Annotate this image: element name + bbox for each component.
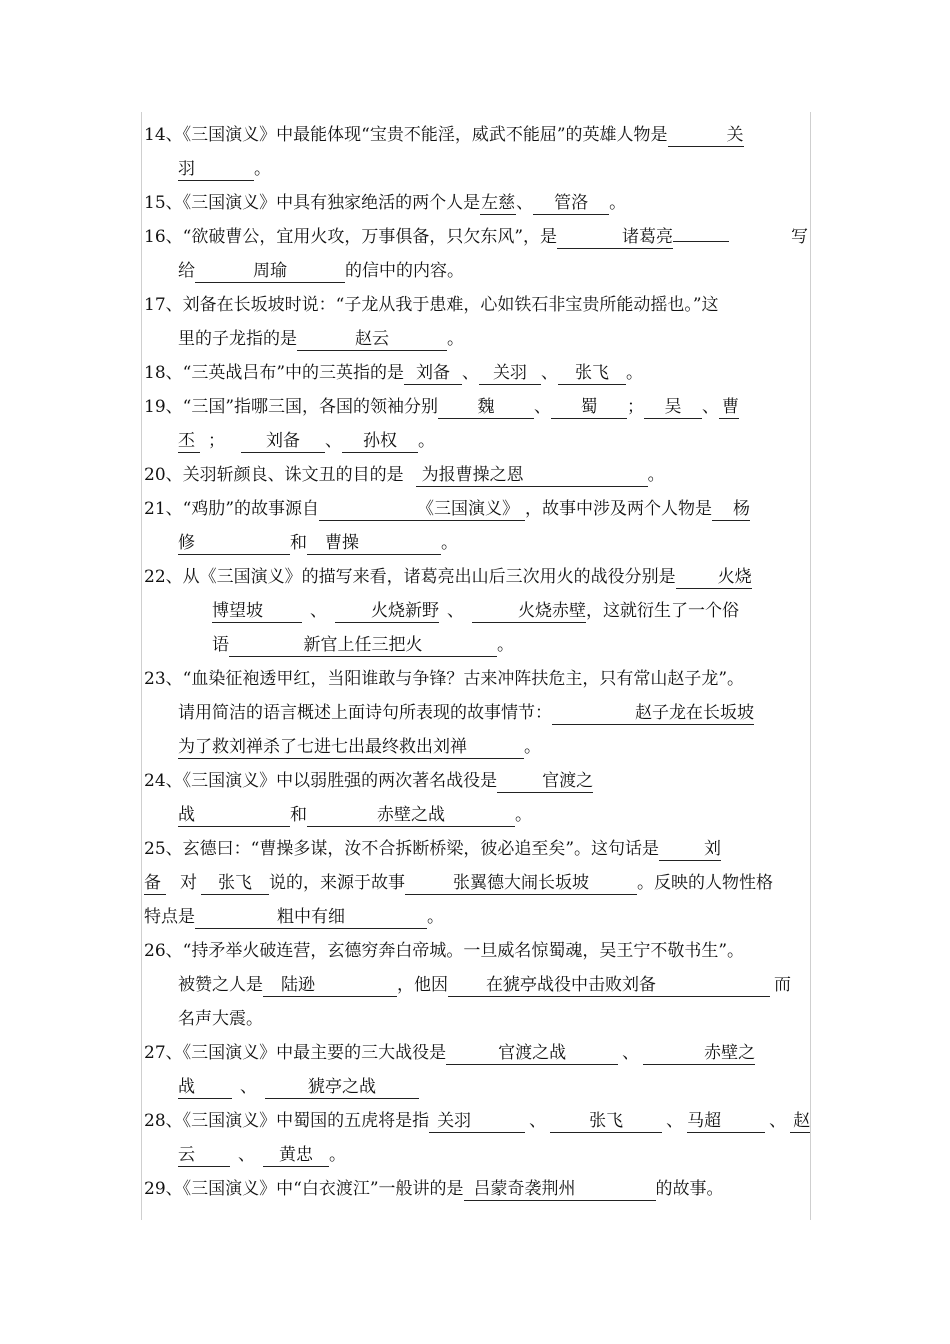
question-18 [144,356,808,390]
question-text: “血染征袍透甲红，当阳谁敢与争锋？古来冲阵扶危主，只有常山赵子龙”。 [182,669,745,689]
punctuation: 。 [427,907,444,927]
question-text: 关羽斩颜良、诛文丑的目的是 [182,465,404,485]
answer-blank[interactable]: 魏 [438,396,534,419]
punctuation: 。 [497,635,514,655]
separator: 、 [325,431,342,451]
question-text: 名声大震。 [178,1009,263,1029]
punctuation: 。 [329,1145,346,1165]
answer-blank[interactable]: 云 [178,1144,230,1167]
question-text: “持矛举火破连营，玄德穷奔白帝城。一旦威名惊蜀魂，吴王宁不敬书生”。 [182,941,745,961]
question-text: ，他因 [397,975,448,995]
question-number: 18、 [144,363,183,383]
question-number: 26、 [144,941,183,961]
answer-blank[interactable]: 猇亭之战 [265,1076,419,1099]
question-text: ，这就衍生了一个俗 [586,601,739,621]
question-text: 请用简洁的语言概述上面诗句所表现的故事情节： [178,703,552,723]
question-text: 《三国演义》中具有独家绝活的两个人是 [182,193,481,213]
separator: 、 [240,1077,257,1097]
answer-blank[interactable]: 战 [178,804,290,827]
answer-blank[interactable]: 战 [178,1076,232,1099]
punctuation: 。 [524,737,541,757]
answer-blank[interactable]: 刘 [659,838,721,861]
question-text: 写 [791,227,808,247]
separator: ； [208,431,225,451]
punctuation: 。 [647,465,665,485]
question-text: 和 [290,805,307,825]
separator: 、 [534,397,552,417]
question-24 [144,764,808,832]
answer-blank[interactable]: 管洛 [533,192,609,215]
question-number: 17、 [144,295,183,315]
question-text: 《三国演义》中以弱胜强的两次著名战役是 [182,771,498,791]
answer-blank[interactable]: 赤壁之 [643,1042,755,1065]
answer-blank[interactable]: 吕蒙奇袭荆州 [464,1178,656,1201]
answer-blank[interactable]: 刘备 [241,430,325,453]
answer-blank[interactable]: 关羽 [479,362,541,385]
answer-blank[interactable]: 孙权 [342,430,418,453]
answer-blank[interactable]: 蜀 [551,396,627,419]
answer-blank[interactable]: 修 [178,532,290,555]
answer-blank[interactable]: 左慈 [481,193,516,213]
separator: 、 [516,193,534,213]
question-15 [144,186,808,220]
answer-blank[interactable]: 张飞 [201,872,269,895]
question-number: 16、 [144,227,183,247]
question-number: 24、 [144,771,183,791]
answer-blank[interactable]: 为了救刘禅杀了七进七出最终救出刘禅 [178,736,524,759]
punctuation: 。 [626,363,644,383]
answer-blank[interactable]: 火烧新野 [335,600,439,623]
question-text: 《三国演义》中“白衣渡江”一般讲的是 [182,1179,464,1199]
question-text: 《三国演义》中蜀国的五虎将是指 [182,1111,430,1131]
question-19 [144,390,808,458]
question-text: 特点是 [144,907,195,927]
answer-blank[interactable]: 关羽 [429,1110,525,1133]
answer-blank[interactable]: 周瑜 [195,260,345,283]
question-27 [144,1036,808,1104]
punctuation: 。 [418,431,435,451]
question-text: 被赞之人是 [178,975,263,995]
punctuation: 。 [254,159,271,179]
question-text: 的信中的内容。 [345,261,464,281]
question-text: 从《三国演义》的描写来看，诸葛亮出山后三次用火的战役分别是 [182,567,676,587]
question-22 [144,560,808,662]
question-14 [144,118,808,186]
answer-blank[interactable]: 火烧 [676,566,752,589]
answer-blank[interactable]: 赵云 [297,328,447,351]
question-number: 22、 [144,567,183,587]
question-number: 28、 [144,1111,183,1131]
question-text: ，故事中涉及两个人物是 [525,499,713,519]
answer-blank[interactable]: 《三国演义》 [319,498,525,521]
answer-blank[interactable]: 博望坡 [212,600,302,623]
answer-blank[interactable]: 马超 [687,1110,765,1133]
answer-blank[interactable]: 陆逊 [263,974,397,997]
answer-blank[interactable]: 羽 [178,158,254,181]
answer-blank[interactable]: 张飞 [550,1110,662,1133]
question-text: 的故事。 [655,1179,724,1199]
answer-blank[interactable]: 曹 [719,396,739,419]
question-number: 25、 [144,839,183,859]
question-text: “欲破曹公，宜用火攻，万事俱备，只欠东风”，是 [182,227,558,247]
answer-blank[interactable]: 刘备 [404,362,462,385]
question-text: 《三国演义》中最主要的三大战役是 [182,1043,447,1063]
question-number: 19、 [144,397,183,417]
answer-blank[interactable]: 备 [144,872,166,895]
question-16 [144,220,808,288]
answer-blank[interactable]: 在猇亭战役中击败刘备 [448,974,770,997]
question-text: 给 [178,261,195,281]
separator: 、 [622,1043,640,1063]
question-17 [144,288,808,356]
question-21 [144,492,808,560]
answer-blank[interactable]: 粗中有细 [195,906,427,929]
question-20 [144,458,808,492]
answer-blank[interactable]: 丕 [178,430,200,453]
answer-blank[interactable]: 杨 [712,498,750,521]
separator: 、 [447,601,464,621]
separator: 、 [769,1111,787,1131]
question-number: 20、 [144,465,183,485]
answer-blank[interactable]: 赤壁之战 [307,804,515,827]
question-number: 27、 [144,1043,183,1063]
punctuation: 。 [447,329,464,349]
answer-blank[interactable]: 张翼德大闹长坂坡 [405,872,637,895]
punctuation: 。 [609,193,627,213]
question-text: “三英战吕布”中的三英指的是 [182,363,405,383]
answer-blank[interactable]: 张飞 [558,362,626,385]
question-number: 15、 [144,193,183,213]
question-number: 29、 [144,1179,183,1199]
question-text: 刘备在长坂坡时说：“子龙从我于患难，心如铁石非宝贵所能动摇也。”这 [182,295,719,315]
question-text: 对 [180,873,197,893]
question-text: “鸡肋”的故事源自 [182,499,320,519]
question-text: 玄德曰：“曹操多谋，汝不合拆断桥梁，彼必追至矣”。这句话是 [182,839,660,859]
question-text: 和 [290,533,307,553]
question-26 [144,934,808,1036]
question-list [144,118,811,1206]
answer-blank[interactable]: 新官上任三把火 [229,634,497,657]
separator: 、 [310,601,327,621]
question-number: 23、 [144,669,183,689]
question-text: “三国”指哪三国，各国的领袖分别 [182,397,439,417]
question-text: 而 [774,975,791,995]
question-25 [144,832,808,934]
answer-blank[interactable]: 诸葛亮 [557,226,673,249]
answer-blank[interactable]: 黄忠 [263,1144,329,1167]
answer-blank[interactable]: 官渡之战 [446,1042,618,1065]
question-29 [144,1172,808,1206]
separator: 、 [666,1111,684,1131]
answer-blank[interactable]: 官渡之 [497,770,593,793]
question-text: 里的子龙指的是 [178,329,297,349]
separator: 、 [462,363,480,383]
separator: 、 [702,397,720,417]
punctuation: 。 [515,805,532,825]
question-text: 。反映的人物性格 [637,873,773,893]
question-number: 14、 [144,125,183,145]
question-text: 语 [212,635,229,655]
separator: ； [627,397,645,417]
separator: 、 [238,1145,255,1165]
separator: 、 [541,363,559,383]
answer-blank[interactable]: 为报曹操之恩 [416,464,648,487]
answer-blank[interactable]: 吴 [644,396,702,419]
question-text: 说的，来源于故事 [269,873,405,893]
question-23 [144,662,808,764]
question-28 [144,1104,811,1172]
question-number: 21、 [144,499,183,519]
separator: 、 [529,1111,547,1131]
answer-blank[interactable]: 赵子龙在长坂坡 [552,702,754,725]
punctuation: 。 [441,533,458,553]
answer-blank[interactable]: 火烧赤壁 [472,600,586,623]
answer-blank[interactable]: 曹操 [307,532,441,555]
answer-blank[interactable]: 赵 [790,1110,810,1133]
answer-blank[interactable]: 关 [668,124,744,147]
question-text: 《三国演义》中最能体现“宝贵不能淫，威武不能屈”的英雄人物是 [182,125,668,145]
